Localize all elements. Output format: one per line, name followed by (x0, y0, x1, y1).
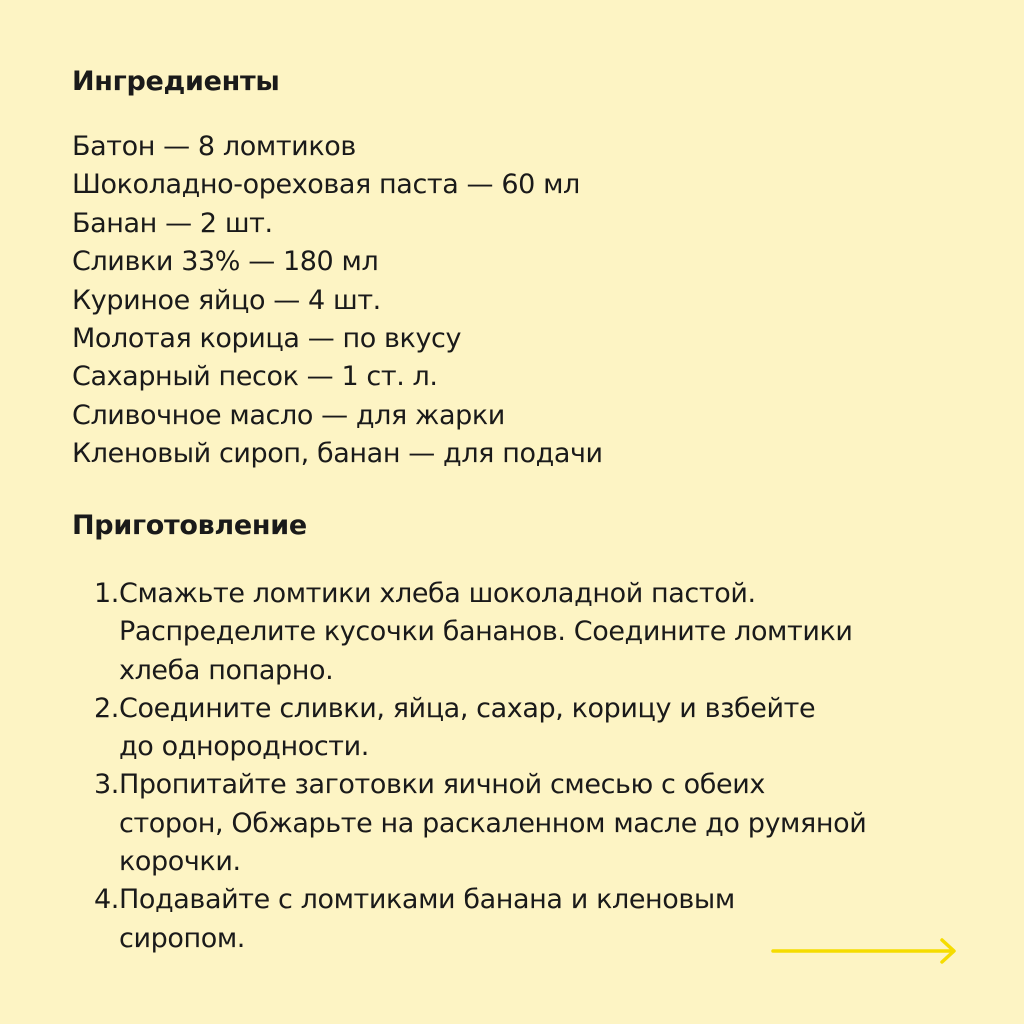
step-line: корочки. (119, 846, 241, 878)
step-item (72, 690, 952, 767)
step-number-wrap (72, 575, 119, 613)
preparation-heading: Приготовление (72, 510, 307, 541)
ingredient-item: Сливки 33% — 180 мл (72, 246, 379, 278)
step-number: 4. (94, 884, 119, 916)
step-number-wrap (72, 766, 119, 804)
step-line: сиропом. (119, 922, 245, 954)
step-line: Подавайте с ломтиками банана и кленовым (119, 884, 735, 916)
ingredient-item: Куриное яйцо — 4 шт. (72, 284, 381, 316)
preparation-steps (72, 575, 952, 958)
step-number: 3. (94, 769, 119, 801)
arrow-right-icon[interactable] (770, 936, 960, 966)
step-text (119, 575, 952, 690)
ingredients-heading: Ингредиенты (72, 66, 280, 97)
ingredient-item: Кленовый сироп, банан — для подачи (72, 438, 603, 470)
step-item (72, 766, 952, 881)
step-text (119, 690, 952, 767)
ingredient-item: Молотая корица — по вкусу (72, 323, 462, 355)
step-line: хлеба попарно. (119, 654, 334, 686)
step-line: до однородности. (119, 731, 369, 763)
ingredients-list (72, 128, 603, 474)
step-line: Пропитайте заготовки яичной смесью с обеих (119, 769, 765, 801)
ingredient-item: Шоколадно-ореховая паста — 60 мл (72, 169, 580, 201)
step-line: Смажьте ломтики хлеба шоколадной пастой. (119, 578, 756, 609)
step-text (119, 766, 952, 881)
step-number-wrap (72, 881, 119, 919)
ingredient-item: Сахарный песок — 1 ст. л. (72, 361, 438, 393)
ingredient-item: Банан — 2 шт. (72, 207, 273, 239)
step-number: 1. (94, 578, 119, 609)
step-number: 2. (94, 692, 119, 724)
step-line: Соедините сливки, яйца, сахар, корицу и взбейте (119, 692, 816, 724)
step-item (72, 575, 952, 690)
step-line: Распределите кусочки бананов. Соедините ломтики (119, 616, 853, 648)
ingredient-item: Батон — 8 ломтиков (72, 131, 356, 162)
step-line: сторон, Обжарьте на раскаленном масле до румяной (119, 807, 867, 839)
step-number-wrap (72, 690, 119, 728)
ingredient-item: Сливочное масло — для жарки (72, 399, 505, 431)
